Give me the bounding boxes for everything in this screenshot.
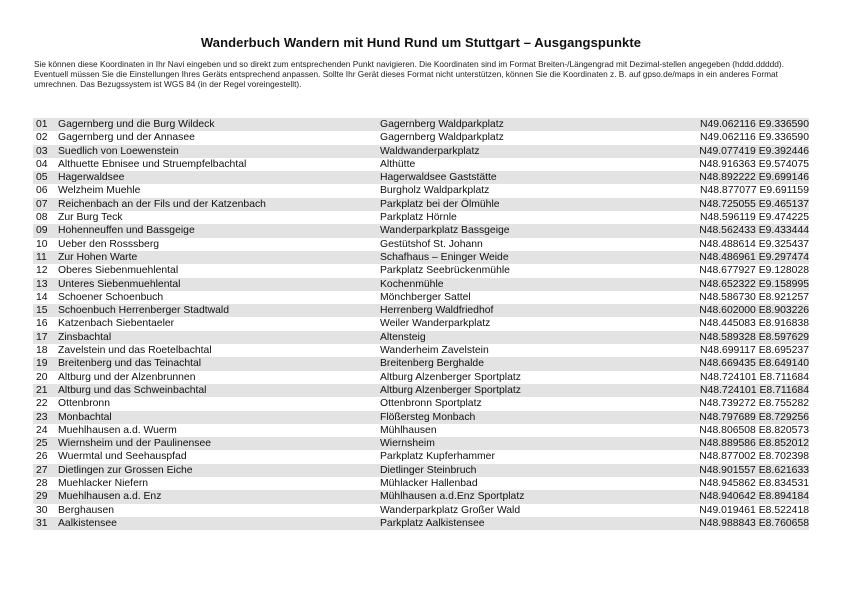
- route-number: 09: [36, 225, 48, 237]
- route-name: Gagernberg und die Burg Wildeck: [58, 119, 215, 130]
- start-point: Ottenbronn Sportplatz: [380, 398, 482, 410]
- route-number: 05: [36, 172, 48, 184]
- start-point: Parkplatz Hörnle: [380, 212, 457, 224]
- coordinates: N49.062116 E9.336590: [699, 119, 809, 130]
- route-name: Althuette Ebnisee und Struempfelbachtal: [58, 158, 247, 170]
- table-row: [33, 450, 809, 463]
- route-number: 08: [36, 212, 48, 224]
- route-name: Aalkistensee: [58, 517, 117, 529]
- coordinates: N48.889586 E8.852012: [699, 438, 809, 450]
- start-point: Gestütshof St. Johann: [380, 238, 483, 250]
- route-number: 25: [36, 438, 48, 450]
- table-row: [33, 424, 809, 437]
- table-row: [33, 371, 809, 384]
- coordinates: N48.445083 E8.916838: [699, 318, 809, 330]
- route-name: Suedlich von Loewenstein: [58, 145, 179, 157]
- route-number: 04: [36, 158, 48, 170]
- route-name: Oberes Siebenmuehlental: [58, 265, 179, 277]
- route-name: Katzenbach Siebentaeler: [58, 318, 175, 330]
- route-name: Zavelstein und das Roetelbachtal: [58, 345, 212, 357]
- start-point: Wanderparkplatz Großer Wald: [380, 504, 521, 516]
- route-name: Welzheim Muehle: [58, 185, 141, 197]
- route-number: 28: [36, 478, 48, 490]
- start-point: Mühlhausen a.d.Enz Sportplatz: [380, 491, 525, 503]
- route-number: 17: [36, 331, 48, 343]
- document-title: Wanderbuch Wandern mit Hund Rund um Stuttgart – Ausgangspunkte: [200, 35, 642, 50]
- table-row: [33, 490, 809, 503]
- coordinates: N48.724101 E8.711684: [699, 371, 809, 383]
- start-point: Mönchberger Sattel: [380, 291, 471, 303]
- route-name: Zur Burg Teck: [58, 212, 123, 224]
- route-number: 12: [36, 265, 48, 277]
- route-name: Monbachtal: [58, 411, 112, 423]
- coordinates: N48.677927 E9.128028: [699, 265, 809, 277]
- coordinates: N48.940642 E8.894184: [699, 491, 809, 503]
- table-row: [33, 251, 809, 264]
- start-point: Altburg Alzenberger Sportplatz: [380, 371, 521, 383]
- route-name: Breitenberg und das Teinachtal: [58, 358, 202, 370]
- table-row: [33, 437, 809, 450]
- table-row: [33, 344, 809, 357]
- route-name: Muehlhausen a.d. Enz: [58, 491, 162, 503]
- coordinates: N48.797689 E8.729256: [699, 411, 809, 423]
- route-number: 21: [36, 384, 48, 396]
- route-name: Berghausen: [58, 504, 115, 516]
- route-table: [33, 118, 809, 530]
- table-row: [33, 397, 809, 410]
- coordinates: N48.877077 E9.691159: [699, 185, 809, 197]
- coordinates: N49.062116 E9.336590: [699, 132, 809, 144]
- intro-text: [34, 59, 809, 90]
- route-number: 24: [36, 424, 48, 436]
- start-point: Althütte: [380, 158, 416, 170]
- table-row: [33, 331, 809, 344]
- start-point: Dietlinger Steinbruch: [380, 464, 477, 476]
- coordinates: N48.589328 E8.597629: [699, 331, 809, 343]
- start-point: Herrenberg Waldfriedhof: [380, 305, 494, 317]
- route-number: 29: [36, 491, 48, 503]
- route-name: Schoener Schoenbuch: [58, 291, 164, 303]
- start-point: Mühlhausen: [380, 424, 437, 436]
- table-row: [33, 317, 809, 330]
- table-row: [33, 517, 809, 530]
- table-row: [33, 464, 809, 477]
- coordinates: N48.724101 E8.711684: [699, 384, 809, 396]
- table-row: [33, 411, 809, 424]
- route-number: 01: [36, 119, 48, 130]
- route-number: 23: [36, 411, 48, 423]
- route-name: Ottenbronn: [58, 398, 110, 410]
- coordinates: N48.945862 E8.834531: [699, 478, 809, 490]
- table-row: [33, 184, 809, 197]
- coordinates: N49.019461 E8.522418: [699, 504, 809, 516]
- route-name: Gagernberg und der Annasee: [58, 132, 195, 144]
- route-name: Hagerwaldsee: [58, 172, 125, 184]
- route-number: 16: [36, 318, 48, 330]
- start-point: Breitenberg Berghalde: [380, 358, 484, 370]
- route-name: Schoenbuch Herrenberger Stadtwald: [58, 305, 229, 317]
- start-point: Parkplatz Seebrückenmühle: [380, 265, 510, 277]
- route-name: Altburg und das Schweinbachtal: [58, 384, 207, 396]
- table-row: [33, 145, 809, 158]
- coordinates: N48.892222 E9.699146: [699, 172, 809, 184]
- start-point: Parkplatz Aalkistensee: [380, 517, 485, 529]
- coordinates: N48.806508 E8.820573: [699, 424, 809, 436]
- start-point: Burgholz Waldparkplatz: [380, 185, 490, 197]
- coordinates: N48.916363 E9.574075: [699, 158, 809, 170]
- coordinates: N49.077419 E9.392446: [699, 145, 809, 157]
- start-point: Mühlacker Hallenbad: [380, 478, 478, 490]
- route-number: 06: [36, 185, 48, 197]
- table-row: [33, 304, 809, 317]
- route-name: Dietlingen zur Grossen Eiche: [58, 464, 193, 476]
- route-number: 13: [36, 278, 48, 290]
- start-point: Waldwanderparkplatz: [380, 145, 480, 157]
- route-name: Zur Hohen Warte: [58, 251, 138, 263]
- coordinates: N48.596119 E9.474225: [699, 212, 809, 224]
- route-name: Ueber den Rosssberg: [58, 238, 160, 250]
- intro-paragraph-settings: Eventuell müssen Sie die Einstellungen Ihres Geräts entsprechend anpassen. Sollte Ihr Gerät dieses Format nicht unterstützen, können Sie die Koordinaten z. B. auf gpso.de/maps in ein anderes Format umrechnen. Das Bezugssystem ist WGS 84 (in der Regel voreingestellt).: [34, 69, 778, 90]
- start-point: Altburg Alzenberger Sportplatz: [380, 384, 521, 396]
- coordinates: N48.699117 E8.695237: [699, 345, 809, 357]
- table-row: [33, 504, 809, 517]
- table-row: [33, 131, 809, 144]
- route-number: 26: [36, 451, 48, 463]
- start-point: Schafhaus – Eninger Weide: [380, 251, 509, 263]
- table-row: [33, 158, 809, 171]
- route-number: 30: [36, 504, 48, 516]
- coordinates: N48.739272 E8.755282: [699, 398, 809, 410]
- route-number: 19: [36, 358, 48, 370]
- start-point: Wiernsheim: [380, 438, 435, 450]
- route-number: 20: [36, 371, 48, 383]
- start-point: Parkplatz Kupferhammer: [380, 451, 495, 463]
- coordinates: N48.602000 E8.903226: [699, 305, 809, 317]
- coordinates: N48.988843 E8.760658: [699, 517, 809, 529]
- route-name: Reichenbach an der Fils und der Katzenbach: [58, 198, 266, 210]
- table-row: [33, 264, 809, 277]
- route-number: 15: [36, 305, 48, 317]
- table-row: [33, 357, 809, 370]
- table-row: [33, 118, 809, 131]
- start-point: Gagernberg Waldparkplatz: [380, 132, 504, 144]
- table-row: [33, 238, 809, 251]
- route-number: 14: [36, 291, 48, 303]
- route-name: Muehlacker Niefern: [58, 478, 149, 490]
- coordinates: N48.562433 E9.433444: [699, 225, 809, 237]
- coordinates: N48.586730 E8.921257: [699, 291, 809, 303]
- route-number: 07: [36, 198, 48, 210]
- coordinates: N48.486961 E9.297474: [699, 251, 809, 263]
- intro-paragraph-coordinates: Sie können diese Koordinaten in Ihr Navi eingeben und so direkt zum entsprechenden Punkt navigieren. Die Koordinaten sind im Format Breiten-/Längengrad mit Dezimal-stellen angegeben (hddd.ddddd).: [34, 59, 784, 69]
- route-number: 22: [36, 398, 48, 410]
- table-row: [33, 171, 809, 184]
- coordinates: N48.725055 E9.465137: [699, 198, 809, 210]
- route-name: Wuermtal und Seehauspfad: [58, 451, 187, 463]
- route-name: Hohenneuffen und Bassgeige: [58, 225, 195, 237]
- coordinates: N48.669435 E8.649140: [699, 358, 809, 370]
- table-row: [33, 198, 809, 211]
- start-point: Altensteig: [380, 331, 426, 343]
- coordinates: N48.488614 E9.325437: [699, 238, 809, 250]
- coordinates: N48.652322 E9.158995: [699, 278, 809, 290]
- route-number: 03: [36, 145, 48, 157]
- route-number: 18: [36, 345, 48, 357]
- route-number: 31: [36, 517, 48, 529]
- route-number: 27: [36, 464, 48, 476]
- route-name: Unteres Siebenmuehlental: [58, 278, 181, 290]
- start-point: Weiler Wanderparkplatz: [380, 318, 491, 330]
- route-name: Altburg und der Alzenbrunnen: [58, 371, 196, 383]
- start-point: Wanderparkplatz Bassgeige: [380, 225, 510, 237]
- route-number: 02: [36, 132, 48, 144]
- start-point: Parkplatz bei der Ölmühle: [380, 198, 500, 210]
- route-name: Zinsbachtal: [58, 331, 112, 343]
- start-point: Gagernberg Waldparkplatz: [380, 119, 504, 130]
- start-point: Hagerwaldsee Gaststätte: [380, 172, 497, 184]
- table-row: [33, 291, 809, 304]
- table-row: [33, 278, 809, 291]
- start-point: Kochenmühle: [380, 278, 444, 290]
- route-number: 10: [36, 238, 48, 250]
- route-name: Muehlhausen a.d. Wuerm: [58, 424, 177, 436]
- table-row: [33, 224, 809, 237]
- table-row: [33, 384, 809, 397]
- start-point: Flößersteg Monbach: [380, 411, 476, 423]
- table-row: [33, 211, 809, 224]
- route-number: 11: [36, 251, 47, 263]
- table-row: [33, 477, 809, 490]
- coordinates: N48.901557 E8.621633: [699, 464, 809, 476]
- route-name: Wiernsheim und der Paulinensee: [58, 438, 212, 450]
- coordinates: N48.877002 E8.702398: [699, 451, 809, 463]
- start-point: Wanderheim Zavelstein: [380, 345, 489, 357]
